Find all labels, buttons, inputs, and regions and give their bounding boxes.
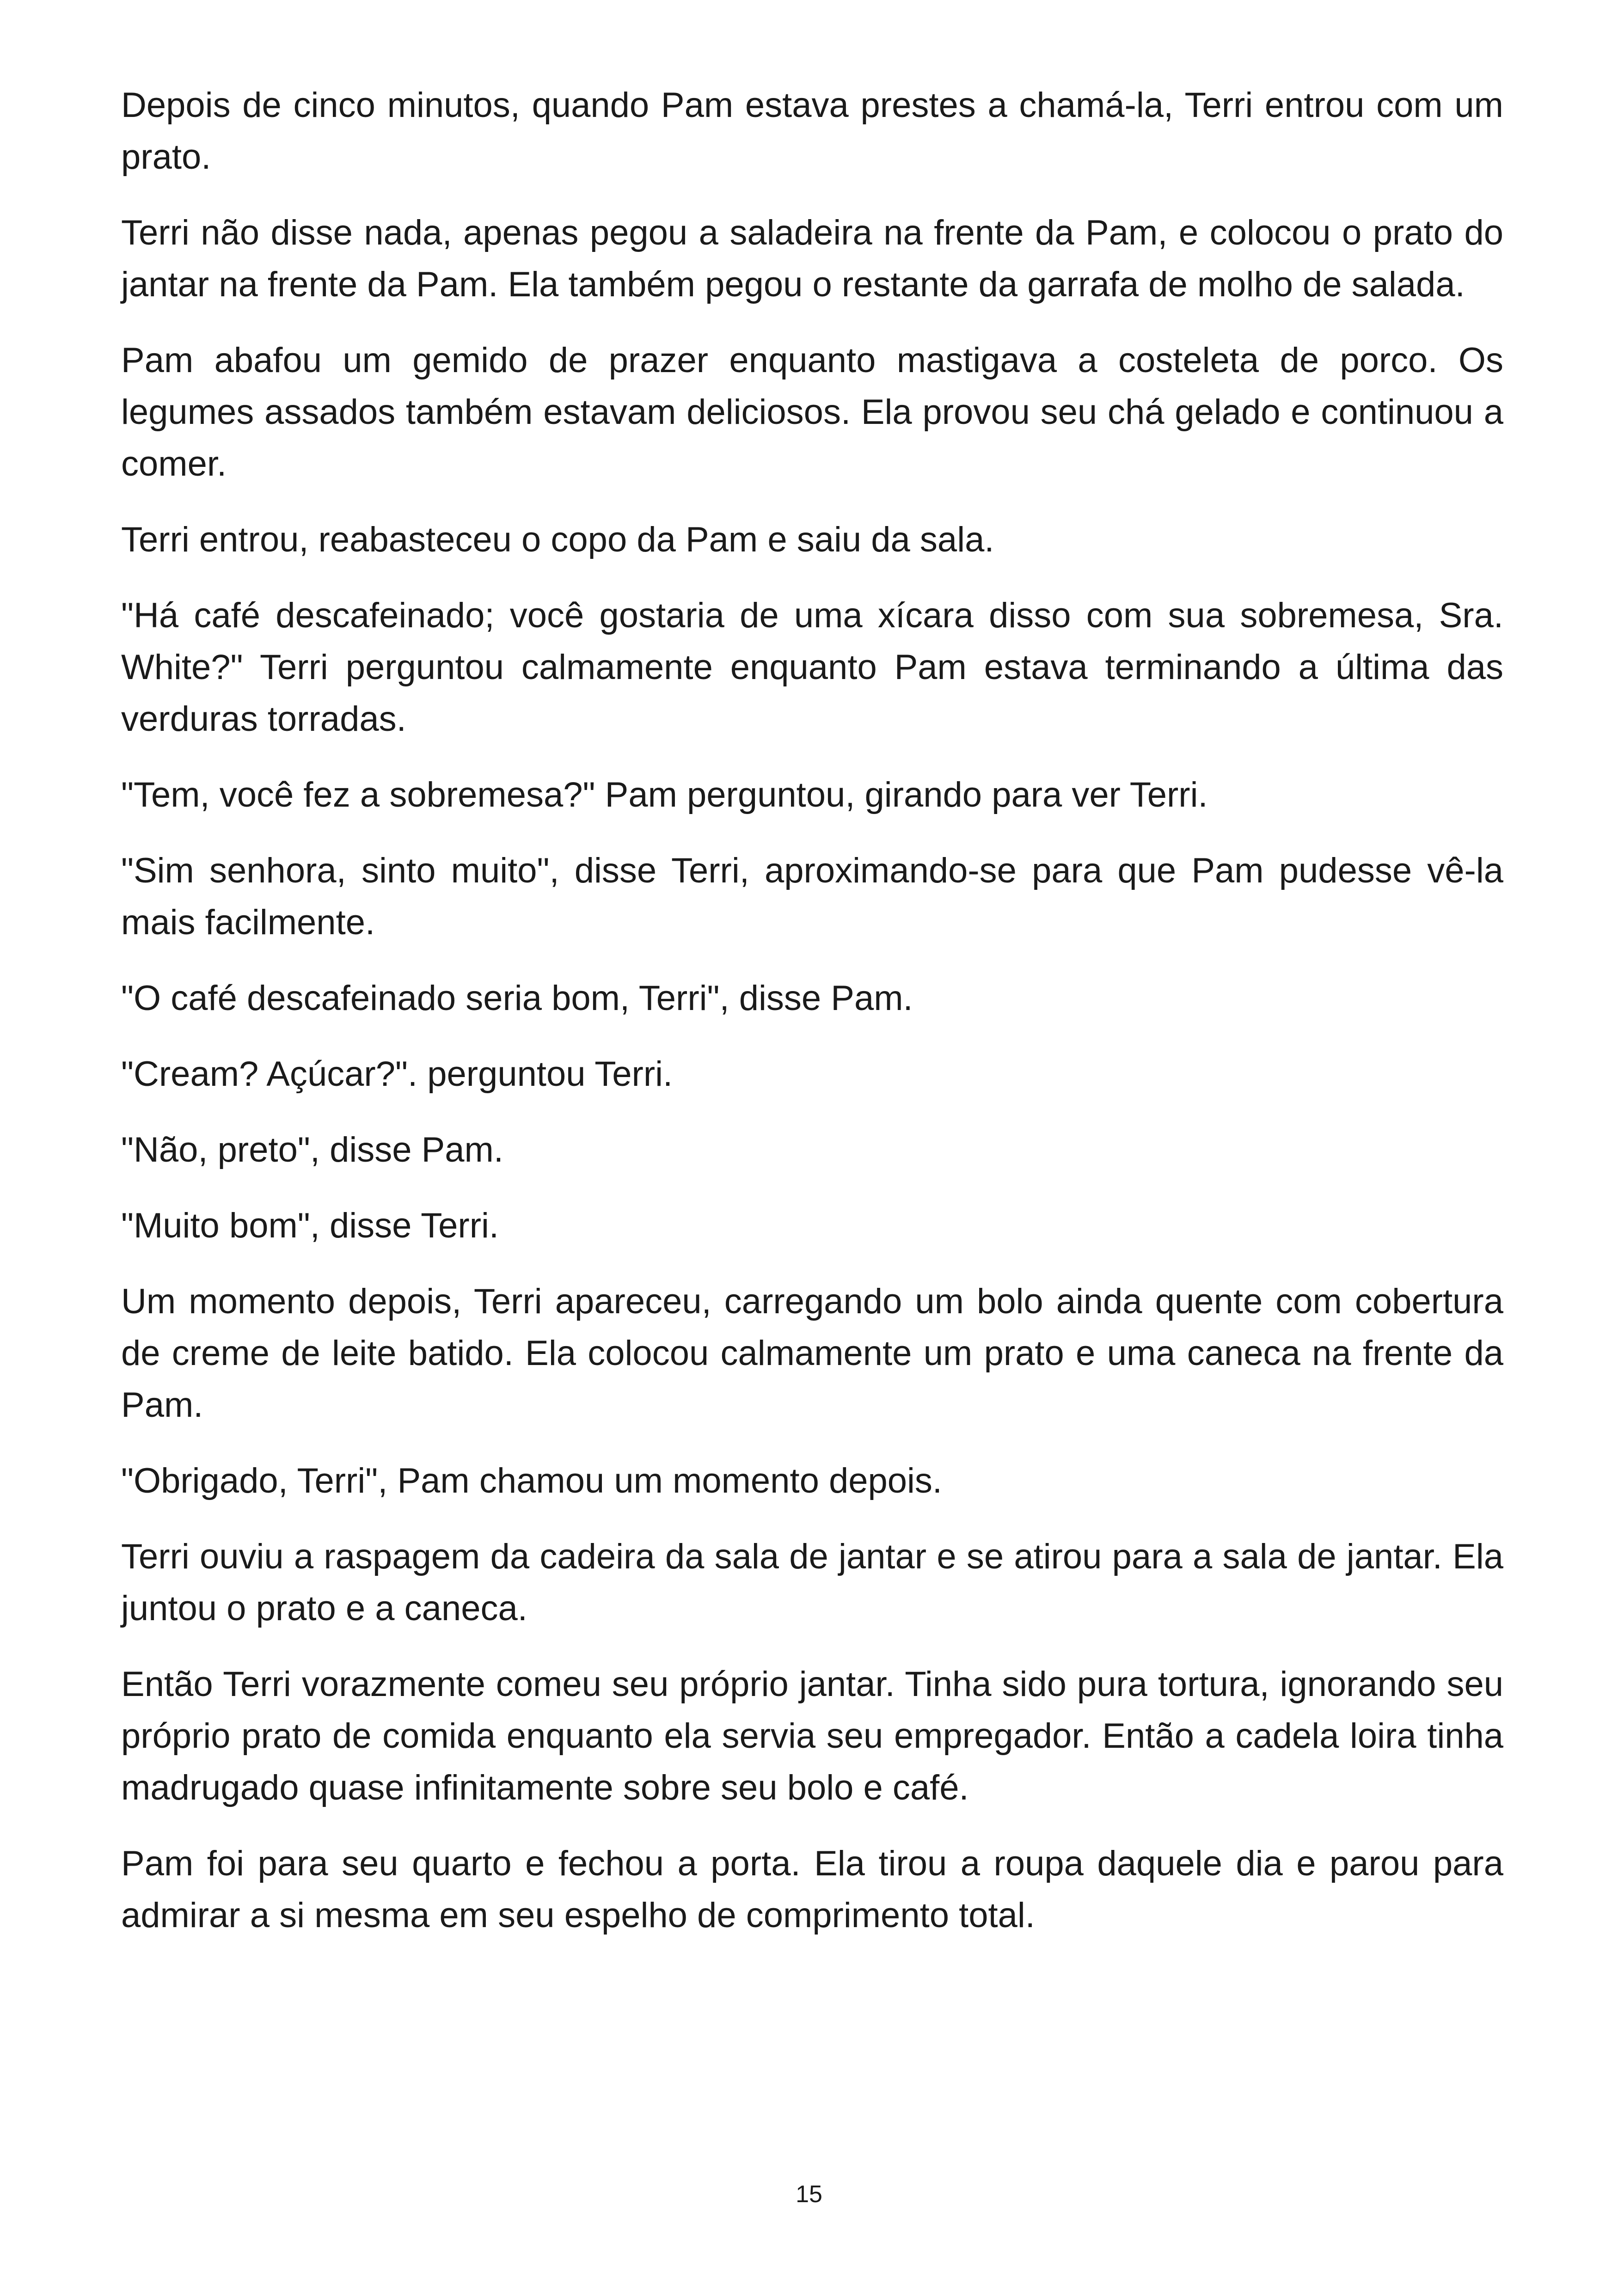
paragraph: "Muito bom", disse Terri.	[121, 1206, 499, 1245]
body-text	[121, 80, 1503, 1965]
paragraph: Pam abafou um gemido de prazer enquanto mastigava a costeleta de porco. Os legumes assados também estavam deliciosos. Ela provou seu chá gelado e continuou a comer.	[121, 341, 1503, 484]
paragraph: Depois de cinco minutos, quando Pam estava prestes a chamá-la, Terri entrou com um prato.	[121, 86, 1503, 177]
paragraph: Então Terri vorazmente comeu seu próprio jantar. Tinha sido pura tortura, ignorando seu próprio prato de comida enquanto ela servia seu empregador. Então a cadela loira tinha madrugado quase infinitamente sobre seu bolo e café.	[121, 1665, 1503, 1807]
paragraph: "O café descafeinado seria bom, Terri", disse Pam.	[121, 979, 913, 1018]
paragraph: "Sim senhora, sinto muito", disse Terri, aproximando-se para que Pam pudesse vê-la mais facilmente.	[121, 851, 1503, 942]
paragraph: Terri não disse nada, apenas pegou a saladeira na frente da Pam, e colocou o prato do jantar na frente da Pam. Ela também pegou o restante da garrafa de molho de salada.	[121, 213, 1503, 304]
paragraph: "Obrigado, Terri", Pam chamou um momento depois.	[121, 1461, 943, 1500]
paragraph: Terri entrou, reabasteceu o copo da Pam e saiu da sala.	[121, 520, 994, 559]
paragraph: "Cream? Açúcar?". perguntou Terri.	[121, 1054, 673, 1094]
paragraph: "Há café descafeinado; você gostaria de uma xícara disso com sua sobremesa, Sra. White?" Terri perguntou calmamente enquanto Pam estava terminando a última das verduras torradas.	[121, 596, 1503, 739]
paragraph: Terri ouviu a raspagem da cadeira da sala de jantar e se atirou para a sala de jantar. Ela juntou o prato e a caneca.	[121, 1537, 1503, 1628]
page-number: 15	[796, 2181, 822, 2208]
paragraph: Pam foi para seu quarto e fechou a porta. Ela tirou a roupa daquele dia e parou para admirar a si mesma em seu espelho de comprimento total.	[121, 1844, 1503, 1935]
paragraph: "Tem, você fez a sobremesa?" Pam perguntou, girando para ver Terri.	[121, 775, 1208, 814]
paragraph: "Não, preto", disse Pam.	[121, 1130, 503, 1169]
paragraph: Um momento depois, Terri apareceu, carregando um bolo ainda quente com cobertura de creme de leite batido. Ela colocou calmamente um prato e uma caneca na frente da Pam.	[121, 1282, 1503, 1425]
